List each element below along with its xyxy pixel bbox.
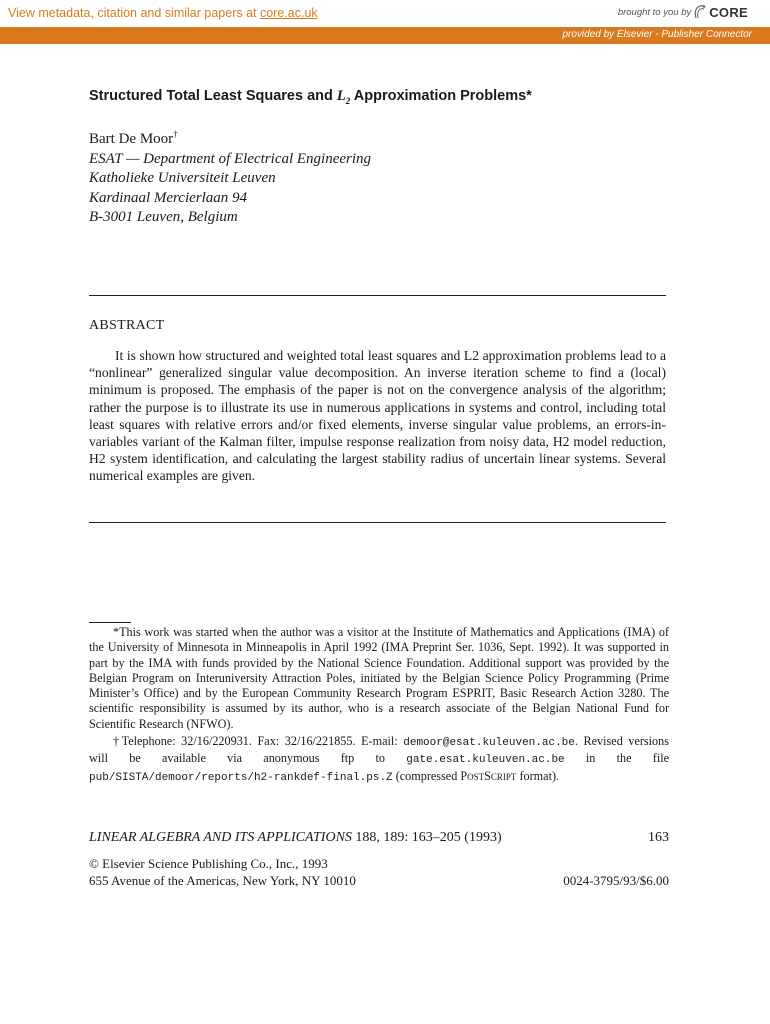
- journal-citation: [89, 830, 502, 846]
- affiliation-line: Katholieke Universiteit Leuven: [89, 170, 276, 186]
- footnote-contact-text: . Revised versions will be available via anonymous ftp to: [89, 734, 669, 766]
- issn: 0024-3795/93/$6.00: [563, 873, 669, 888]
- ftp-host[interactable]: gate.esat.kuleuven.ac.be: [406, 754, 565, 767]
- author-block: [89, 125, 371, 228]
- footnote-contact-text: in the file: [564, 751, 669, 766]
- title-math-sub: 2: [345, 95, 351, 106]
- journal-citation-line: [89, 830, 669, 846]
- core-brand[interactable]: [618, 4, 748, 20]
- author-name: Bart De Moor: [89, 131, 174, 147]
- core-provider-bar: [0, 27, 770, 44]
- title-text-pre: Structured Total Least Squares and: [89, 88, 337, 104]
- ftp-file-path[interactable]: pub/SISTA/demoor/reports/h2-rankdef-final.ps.Z: [89, 771, 393, 784]
- footnote-contact-text: (compressed: [392, 768, 461, 783]
- author-name-line: [89, 125, 371, 150]
- journal-name: LINEAR ALGEBRA AND ITS APPLICATIONS: [89, 830, 352, 845]
- page-number: 163: [648, 830, 669, 845]
- footnote-contact-text: †Telephone: 32/16/220931. Fax: 32/16/221855. E-mail:: [113, 734, 404, 749]
- divider: [89, 522, 666, 523]
- author-email[interactable]: demoor@esat.kuleuven.ac.be: [403, 737, 575, 750]
- publisher-address-line: [89, 873, 669, 889]
- paper-title: [89, 88, 709, 106]
- core-header: [0, 0, 770, 27]
- core-link-prefix[interactable]: View metadata, citation and similar papers at: [8, 6, 260, 20]
- copyright-line: © Elsevier Science Publishing Co., Inc., 1993: [89, 856, 328, 871]
- brought-to-you-by: brought to you by: [617, 6, 692, 18]
- footnote-contact: [89, 734, 669, 786]
- affiliation-line: Kardinaal Mercierlaan 94: [89, 189, 248, 206]
- abstract-heading: ABSTRACT: [89, 318, 165, 333]
- core-logo-icon: [693, 4, 707, 20]
- core-metadata-link[interactable]: [8, 6, 318, 20]
- author-footnote-mark: †: [173, 129, 178, 139]
- abstract-body: It is shown how structured and weighted total least squares and L2 approximation problems lead to a “nonlinear” generalized singular value decomposition. An inverse iteration scheme to find a (local) minimum is proposed. The emphasis of the paper is not on the convergence analysis of the algorithm; rather the purpose is to illustrate its use in numerous applications in systems and control, including total least squares with relative errors and/or fixed elements, inverse singular value problems, an errors-in-variables variant of the Kalman filter, impulse response realization from noisy data, H2 model reduction, H2 system identification, and calculating the largest stability radius of uncertain linear systems. Several numerical examples are given.: [89, 348, 666, 484]
- core-link-url[interactable]: core.ac.uk: [259, 6, 318, 20]
- volume-pages: 188, 189: 163–205 (1993): [351, 830, 502, 845]
- title-text-post: Approximation Problems*: [350, 88, 532, 104]
- affiliation-line: ESAT — Department of Electrical Engineering: [89, 150, 372, 167]
- footnote-funding: *This work was started when the author was a visitor at the Institute of Mathematics and Applications (IMA) of the University of Minnesota in Minneapolis in April 1992 (IMA Preprint Ser. 1036, Sept. 1992). It was supported in part by the IMA with funds provided by the National Science Foundation. Additional support was provided by the Belgian Program on Interuniversity Attraction Poles, initiated by the Belgian Science Policy Programming (Prime Minister’s Office) and by the European Community Research Program ESPRIT, Basic Research Action 3280. The scientific responsibility is assumed by its author, who is a research associate of the Belgian National Fund for Scientific Research (NFWO).: [89, 625, 669, 731]
- divider: [89, 295, 666, 296]
- title-math: [337, 88, 350, 104]
- postscript-label: PostScript: [460, 768, 517, 783]
- core-brand-name: CORE: [709, 4, 748, 20]
- footnotes: [89, 625, 669, 788]
- footnote-rule: [89, 622, 131, 623]
- provided-by-text[interactable]: provided by Elsevier - Publisher Connector: [562, 29, 752, 40]
- title-math-letter: L: [336, 88, 346, 104]
- publisher-address: 655 Avenue of the Americas, New York, NY 10010: [89, 873, 356, 888]
- affiliation-line: B-3001 Leuven, Belgium: [89, 209, 238, 225]
- footnote-contact-text: format).: [516, 768, 560, 783]
